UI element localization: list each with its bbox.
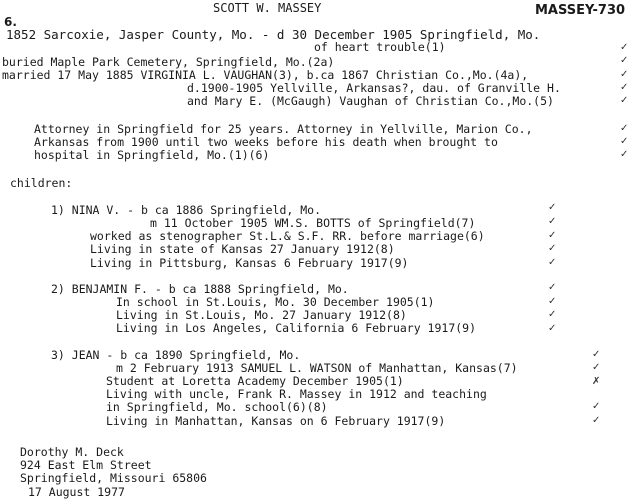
check-mark-icon: ✓	[620, 82, 629, 93]
compiler-street: 924 East Elm Street	[20, 458, 152, 472]
check-mark-icon: ✓	[620, 123, 629, 134]
career-line-3: hospital in Springfield, Mo.(1)(6)	[34, 148, 270, 162]
children-heading: children:	[10, 176, 73, 190]
child-3-entry: 3) JEAN - b ca 1890 Springfield, Mo.	[51, 348, 301, 362]
cause-of-death-line: of heart trouble(1)	[314, 40, 446, 54]
check-mark-icon: ✓	[620, 42, 629, 53]
check-mark-icon: ✓	[548, 257, 557, 268]
check-mark-icon: ✓	[548, 216, 557, 227]
check-mark-icon: ✓	[620, 95, 629, 106]
career-line-1: Attorney in Springfield for 25 years. Attorney in Yellville, Marion Co.,	[34, 122, 533, 136]
spouse-death-line: d.1900-1905 Yellville, Arkansas?, dau. of Granville H.	[187, 81, 561, 95]
reference-code: MASSEY-730	[535, 3, 626, 18]
check-mark-icon: ✓	[620, 136, 629, 147]
check-mark-icon: ✓	[548, 202, 557, 213]
child-1-residence-1912: Living in state of Kansas 27 January 1912(8)	[90, 242, 395, 256]
child-2-school: In school in St.Louis, Mo. 30 December 1905(1)	[116, 295, 435, 309]
spouse-parents-line: and Mary E. (McGaugh) Vaughan of Christian Co.,Mo.(5)	[187, 94, 554, 108]
check-mark-icon: ✓	[620, 69, 629, 80]
check-mark-icon: ✓	[592, 415, 601, 426]
marriage-line: married 17 May 1885 VIRGINIA L. VAUGHAN(3), b.ca 1867 Christian Co.,Mo.(4a),	[2, 68, 529, 82]
child-3-marriage: m 2 February 1913 SAMUEL L. WATSON of Manhattan, Kansas(7)	[116, 361, 518, 375]
cross-mark-icon: ✗	[592, 376, 601, 387]
child-1-entry: 1) NINA V. - b ca 1886 Springfield, Mo.	[51, 203, 322, 217]
check-mark-icon: ✓	[548, 282, 557, 293]
child-1-marriage: m 11 October 1905 WM.S. BOTTS of Springfield(7)	[150, 216, 476, 230]
check-mark-icon: ✓	[548, 230, 557, 241]
check-mark-icon: ✓	[548, 309, 557, 320]
check-mark-icon: ✓	[592, 362, 601, 373]
child-3-residence-1917: Living in Manhattan, Kansas on 6 February 1917(9)	[106, 414, 446, 428]
page-number: 6.	[4, 15, 17, 29]
child-1-residence-1917: Living in Pittsburg, Kansas 6 February 1917(9)	[90, 256, 409, 270]
page-title: SCOTT W. MASSEY	[213, 1, 322, 15]
check-mark-icon: ✓	[548, 296, 557, 307]
child-2-residence-1917: Living in Los Angeles, California 6 February 1917(9)	[116, 321, 477, 335]
check-mark-icon: ✓	[620, 149, 629, 160]
child-3-teaching: in Springfield, Mo. school(6)(8)	[106, 400, 328, 414]
career-line-2: Arkansas from 1900 until two weeks before his death when brought to	[34, 135, 498, 149]
child-1-occupation: worked as stenographer St.L.& S.F. RR. before marriage(6)	[90, 229, 485, 243]
compiler-name: Dorothy M. Deck	[20, 445, 124, 459]
compiler-city: Springfield, Missouri 65806	[20, 471, 207, 485]
child-3-school: Student at Loretta Academy December 1905(1)	[106, 374, 404, 388]
check-mark-icon: ✓	[592, 401, 601, 412]
check-mark-icon: ✓	[548, 323, 557, 334]
check-mark-icon: ✓	[620, 55, 629, 66]
birth-death-line: 1852 Sarcoxie, Jasper County, Mo. - d 30 December 1905 Springfield, Mo.	[6, 27, 541, 42]
child-2-residence-1912: Living in St.Louis, Mo. 27 January 1912(8)	[116, 308, 407, 322]
child-3-residence-1912: Living with uncle, Frank R. Massey in 1912 and teaching	[106, 387, 487, 401]
check-mark-icon: ✓	[592, 349, 601, 360]
compiler-date: 17 August 1977	[28, 485, 125, 499]
check-mark-icon: ✓	[548, 243, 557, 254]
burial-line: buried Maple Park Cemetery, Springfield, Mo.(2a)	[2, 55, 335, 69]
child-2-entry: 2) BENJAMIN F. - b ca 1888 Springfield, Mo.	[51, 282, 349, 296]
